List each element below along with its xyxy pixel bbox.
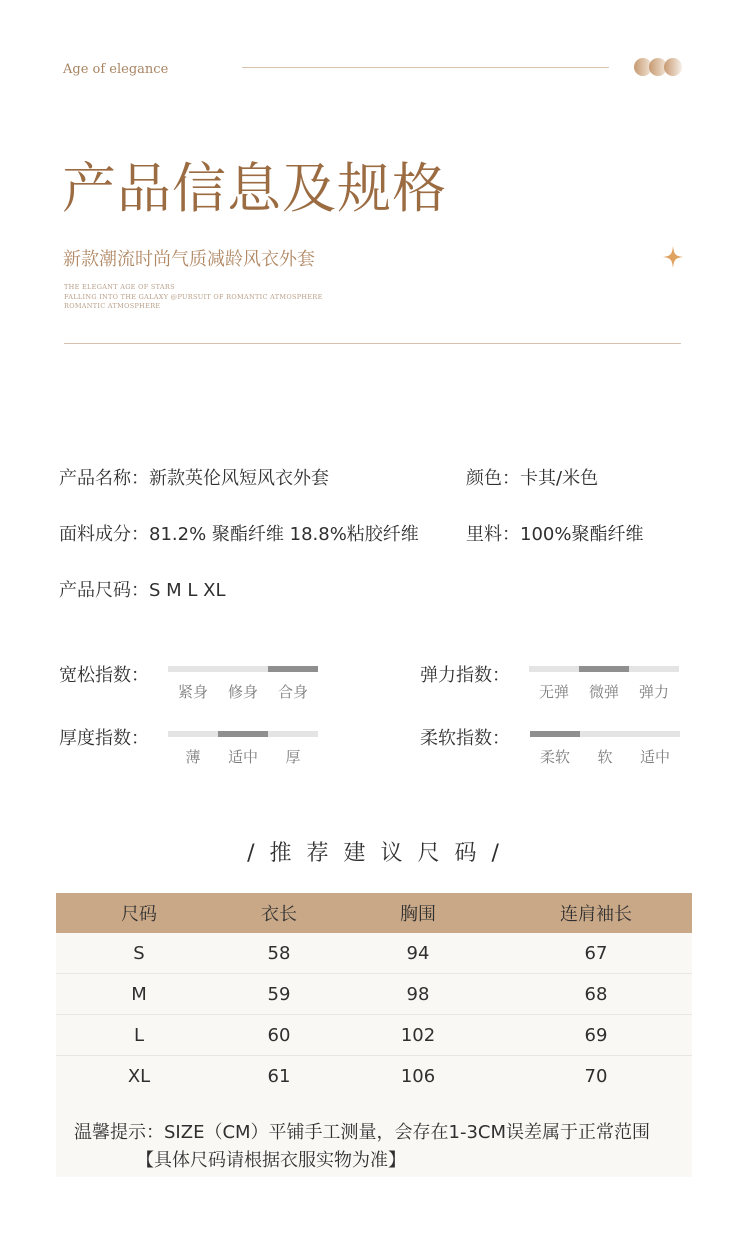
column-header: 衣长 [261,904,297,925]
notice-text: 温馨提示：SIZE（CM）平铺手工测量，会存在1-3CM误差属于正常范围 [74,1122,651,1143]
table-cell: L [133,1024,145,1046]
dot-icon [664,58,682,76]
scale-option: 合身 [277,683,308,701]
table-cell: 58 [267,942,291,964]
size-table-title: / 推 荐 建 议 尺 码 / [247,841,503,866]
fabric-value: 81.2% 聚酯纤维 18.8%粘胶纤维 [149,524,419,545]
color-label: 颜色： [466,468,520,489]
table-row [56,1015,692,1056]
column-header: 尺码 [121,904,157,925]
brand-tagline: Age of elegance [63,62,169,77]
scale-option: 紧身 [177,683,208,701]
section-divider [64,343,681,344]
table-row [56,1056,692,1097]
table-cell: S [133,942,145,964]
caption-line: THE ELEGANT AGE OF STARS [64,283,175,291]
table-header [56,893,692,933]
softness-index-label: 柔软指数： [420,728,510,749]
size-row [59,576,226,602]
decorative-caption [64,283,323,312]
header-divider [242,67,609,68]
table-cell: 69 [584,1024,608,1046]
scale-option: 薄 [185,748,201,766]
fabric-row [59,520,419,546]
scale-option: 无弹 [538,683,569,701]
color-value: 卡其/米色 [520,468,599,489]
table-cell: 67 [584,942,608,964]
scale-option: 软 [597,748,613,766]
page-title: 产品信息及规格 [62,157,447,220]
table-cell: 68 [584,983,608,1005]
lining-row [466,520,643,546]
softness-index-scale [530,731,680,771]
scale-indicator [530,731,580,737]
scale-indicator [579,666,629,672]
table-cell: 59 [267,983,291,1005]
product-name-row [59,464,329,490]
table-row [56,974,692,1015]
table-cell: 98 [406,983,430,1005]
thickness-index-scale [168,731,318,771]
scale-option: 适中 [639,748,670,766]
product-name-value: 新款英伦风短风衣外套 [149,468,329,489]
product-subtitle: 新款潮流时尚气质减龄风衣外套 [63,249,315,270]
caption-line: FALLING INTO THE GALAXY @PURSUIT OF ROMANTIC ATMOSPHERE [64,292,323,301]
table-row [56,933,692,974]
scale-option: 修身 [227,683,258,701]
size-table [56,893,692,1097]
scale-option: 弹力 [638,683,669,701]
sparkle-icon [663,246,683,268]
size-label: 产品尺码： [59,580,149,601]
table-cell: M [131,983,147,1005]
fit-index-scale [168,666,318,706]
scale-option: 柔软 [539,748,570,766]
column-header: 连肩袖长 [560,904,632,925]
product-name-label: 产品名称： [59,468,149,489]
lining-value: 100%聚酯纤维 [520,524,644,545]
table-cell: 102 [400,1024,436,1046]
elastic-index-label: 弹力指数： [420,665,510,686]
caption-line: ROMANTIC ATMOSPHERE [64,302,161,310]
table-cell: 70 [584,1065,608,1087]
scale-option: 适中 [227,748,258,766]
scale-indicator [218,731,268,737]
fabric-label: 面料成分： [59,524,149,545]
thickness-index-label: 厚度指数： [59,728,149,749]
decorative-dots [634,58,682,78]
table-cell: 60 [267,1024,291,1046]
size-value: S M L XL [149,580,226,601]
scale-option: 厚 [285,748,301,766]
notice-note: 【具体尺码请根据衣服实物为准】 [136,1150,406,1171]
fit-index-label: 宽松指数： [59,665,149,686]
column-header: 胸围 [400,904,436,925]
table-cell: 61 [267,1065,291,1087]
scale-indicator [268,666,318,672]
lining-label: 里料： [466,524,520,545]
table-cell: XL [127,1065,151,1087]
measurement-notice [56,1095,692,1177]
scale-option: 微弹 [588,683,619,701]
color-row [466,464,598,490]
table-cell: 106 [400,1065,436,1087]
table-cell: 94 [406,942,430,964]
elastic-index-scale [529,666,679,706]
